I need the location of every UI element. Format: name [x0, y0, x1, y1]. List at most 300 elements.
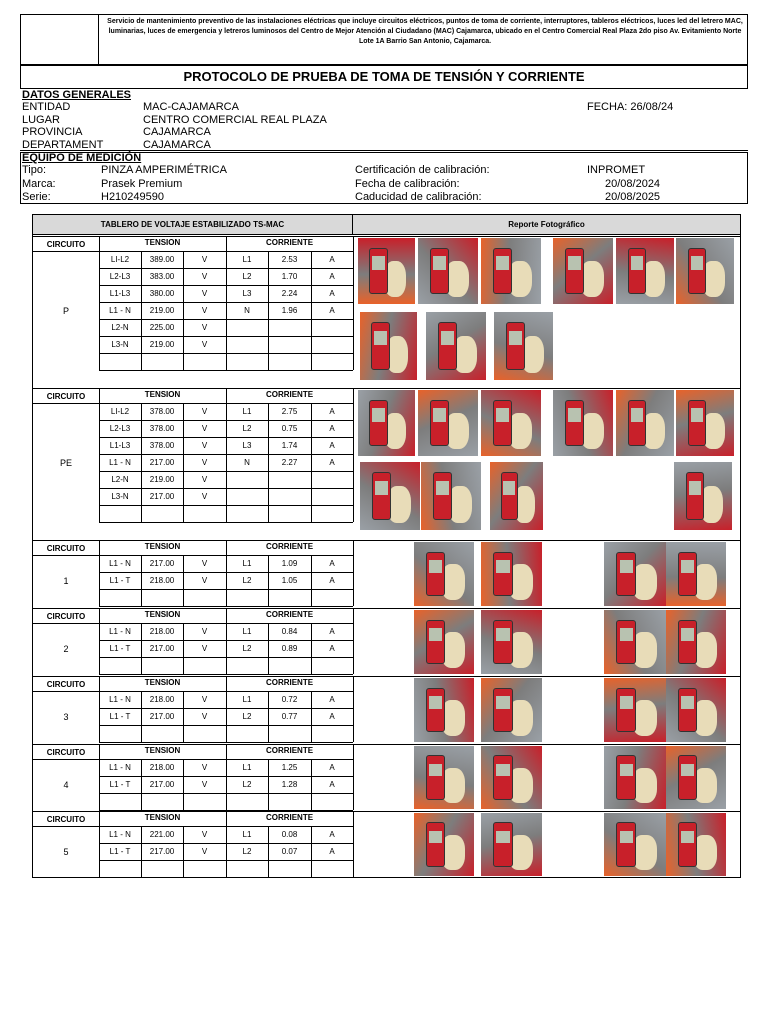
grid-line: [33, 759, 99, 760]
grid-line: [99, 606, 353, 607]
clamp-meter-icon: [493, 620, 513, 665]
grid-line: [33, 691, 99, 692]
tension-value: 217.00: [149, 780, 175, 789]
meter-display: [496, 628, 509, 641]
clamp-meter-icon: [438, 322, 457, 370]
document-header: [20, 14, 748, 65]
tension-phase: L1 - T: [109, 712, 131, 721]
grid-line: [99, 877, 353, 878]
meter-display: [374, 331, 387, 345]
tension-unit: V: [201, 306, 208, 315]
corriente-value: 1.05: [281, 576, 298, 585]
col-corriente-label: CORRIENTE: [265, 542, 314, 551]
meter-display: [620, 696, 634, 709]
corriente-value: 1.96: [281, 306, 298, 315]
circuit-name: 4: [63, 779, 69, 790]
report-photo: [616, 390, 674, 456]
meter-display: [689, 481, 702, 495]
corriente-unit: A: [329, 559, 335, 568]
clamp-meter-icon: [565, 400, 584, 446]
tension-value: 217.00: [149, 559, 175, 568]
clamp-meter-icon: [678, 552, 697, 597]
col-circuito-label: CIRCUITO: [46, 815, 86, 824]
corriente-unit: A: [329, 763, 335, 772]
grid-line: [99, 674, 353, 675]
meter-display: [681, 628, 694, 641]
grid-line: [353, 540, 354, 606]
corriente-phase: L2: [242, 576, 252, 585]
corriente-unit: A: [329, 306, 335, 315]
tension-value: 219.00: [149, 475, 175, 484]
lugar-value: CENTRO COMERCIAL REAL PLAZA: [143, 114, 327, 126]
grid-line: [99, 540, 100, 606]
tension-unit: V: [201, 830, 208, 839]
clamp-meter-icon: [686, 472, 705, 520]
meter-display: [433, 256, 446, 269]
cert-value: INPROMET: [587, 164, 646, 176]
corriente-unit: A: [329, 644, 335, 653]
meter-display: [509, 331, 522, 345]
meter-display: [681, 764, 694, 777]
tension-unit: V: [201, 323, 208, 332]
fecha-cal-label: Fecha de calibración:: [355, 178, 460, 190]
clamp-meter-icon: [493, 755, 513, 799]
tension-unit: V: [201, 695, 208, 704]
col-tension-label: TENSION: [144, 813, 181, 822]
serie-label: Serie:: [22, 191, 51, 203]
report-photo: [414, 610, 474, 674]
corriente-unit: A: [329, 458, 335, 467]
clamp-meter-icon: [493, 400, 512, 446]
corriente-phase: L1: [242, 763, 252, 772]
block-divider: [33, 744, 740, 745]
meter-display: [681, 560, 694, 573]
report-photo: [426, 312, 486, 380]
report-photo: [358, 390, 415, 456]
corriente-unit: A: [329, 441, 335, 450]
grid-line: [99, 742, 353, 743]
tension-value: 217.00: [149, 847, 175, 856]
tension-value: 380.00: [149, 289, 175, 298]
corriente-value: 1.28: [281, 780, 298, 789]
block-divider: [33, 811, 740, 812]
corriente-phase: N: [244, 306, 250, 315]
tension-unit: V: [201, 780, 208, 789]
grid-line: [353, 811, 354, 877]
report-photo: [616, 238, 674, 304]
report-photo: [481, 390, 541, 456]
entidad-value: MAC-CAJAMARCA: [143, 101, 239, 113]
report-photo: [481, 746, 542, 809]
meter-display: [691, 256, 704, 269]
departamento-label: DEPARTAMENT: [22, 139, 104, 151]
tension-phase: L2-L3: [109, 424, 131, 433]
corriente-unit: A: [329, 289, 335, 298]
datos-generales-box: [20, 89, 748, 151]
circuit-name: PE: [59, 457, 72, 468]
report-photo: [553, 390, 613, 456]
fecha-value: FECHA: 26/08/24: [587, 101, 674, 113]
corriente-value: 0.08: [281, 830, 298, 839]
col-corriente-label: CORRIENTE: [265, 238, 314, 247]
grid-line: [226, 608, 227, 674]
tension-phase: L1 - N: [109, 306, 131, 315]
clamp-meter-icon: [616, 620, 636, 665]
tension-unit: V: [201, 627, 208, 636]
tension-unit: V: [201, 475, 208, 484]
tension-unit: V: [201, 712, 208, 721]
report-photo: [360, 312, 417, 380]
meter-display: [631, 408, 644, 421]
tension-phase: L2-L3: [109, 272, 131, 281]
corriente-phase: L2: [242, 644, 252, 653]
document-title: PROTOCOLO DE PRUEBA DE TOMA DE TENSIÓN Y CORRIENTE: [20, 65, 748, 89]
tension-unit: V: [201, 407, 208, 416]
meter-display: [496, 560, 509, 573]
report-photo: [481, 678, 542, 742]
clamp-meter-icon: [565, 248, 584, 294]
meter-display: [429, 764, 442, 777]
corriente-phase: L1: [242, 627, 252, 636]
tension-phase: L1 - T: [109, 780, 131, 789]
clamp-meter-icon: [493, 822, 513, 866]
corriente-value: 0.77: [281, 712, 298, 721]
tension-phase: L3-N: [111, 340, 129, 349]
clamp-meter-icon: [628, 248, 647, 294]
block-divider: [33, 236, 740, 237]
corriente-phase: L1: [242, 695, 252, 704]
corriente-value: 0.89: [281, 644, 298, 653]
report-photo: [666, 813, 726, 876]
col-tension-label: TENSION: [144, 542, 181, 551]
tension-value: 218.00: [149, 627, 175, 636]
tension-unit: V: [201, 458, 208, 467]
clamp-meter-icon: [688, 400, 707, 446]
tension-unit: V: [201, 255, 208, 264]
circuit-name: 2: [63, 643, 69, 654]
grid-line: [33, 826, 99, 827]
grid-line: [33, 623, 99, 624]
corriente-value: 0.75: [281, 424, 298, 433]
clamp-meter-icon: [369, 400, 387, 446]
grid-line: [33, 251, 99, 252]
grid-line: [226, 811, 227, 877]
clamp-meter-icon: [493, 248, 512, 294]
report-photo: [414, 678, 474, 742]
corriente-value: 2.75: [281, 407, 298, 416]
report-photo: [481, 813, 542, 876]
tension-unit: V: [201, 272, 208, 281]
meter-display: [496, 764, 509, 777]
meter-display: [429, 831, 442, 844]
col-circuito-label: CIRCUITO: [46, 240, 86, 249]
meter-display: [496, 696, 509, 709]
report-photo: [666, 542, 726, 606]
equipo-label: EQUIPO DE MEDICIÓN: [22, 152, 142, 164]
circuit-name: 3: [63, 711, 69, 722]
clamp-meter-icon: [678, 822, 697, 866]
marca-value: Prasek Premium: [101, 178, 183, 190]
block-divider: [33, 388, 740, 389]
meter-display: [620, 628, 634, 641]
meter-display: [681, 696, 694, 709]
clamp-meter-icon: [501, 472, 518, 520]
logo-placeholder: [21, 15, 99, 64]
col-circuito-label: CIRCUITO: [46, 544, 86, 553]
report-photo: [494, 312, 553, 380]
meter-display: [568, 256, 581, 269]
tension-phase: L3-N: [111, 492, 129, 501]
block-divider: [33, 608, 740, 609]
report-photo: [666, 678, 726, 742]
clamp-meter-icon: [616, 822, 636, 866]
report-photo: [666, 610, 726, 674]
meter-display: [631, 256, 644, 269]
clamp-meter-icon: [678, 688, 697, 733]
meter-display: [429, 696, 442, 709]
report-photo: [481, 238, 541, 304]
col-circuito-label: CIRCUITO: [46, 612, 86, 621]
report-photo: [418, 390, 478, 456]
report-photo: [418, 238, 478, 304]
clamp-meter-icon: [678, 755, 697, 799]
grid-line: [353, 676, 354, 742]
clamp-meter-icon: [688, 248, 707, 294]
service-description: Servicio de mantenimiento preventivo de las instalaciones eléctricas que incluye circuitos eléctricos, puntos de toma de corriente, interruptores, tableros eléctricos, luces led del letrero MAC, luminarias, luces de emergencia y letreros luminosos del Centro de Mejor Atención al Ciudadano (MAC) Cajamarca, ubicado en el Centro Comercial Real Plaza 2do piso Av. Evitamiento Norte Lote 1A Barrio San Antonio, Cajamarca.: [107, 18, 743, 45]
col-circuito-label: CIRCUITO: [46, 392, 86, 401]
corriente-phase: N: [244, 458, 250, 467]
clamp-meter-icon: [616, 552, 636, 597]
corriente-unit: A: [329, 576, 335, 585]
tension-phase: L1-L3: [109, 289, 131, 298]
clamp-meter-icon: [426, 822, 445, 866]
col-corriente-label: CORRIENTE: [265, 813, 314, 822]
meter-display: [375, 481, 388, 495]
meter-display: [372, 256, 385, 269]
corriente-unit: A: [329, 830, 335, 839]
report-photo: [414, 746, 474, 809]
tension-unit: V: [201, 576, 208, 585]
col-tension-label: TENSION: [144, 678, 181, 687]
tension-value: 217.00: [149, 458, 175, 467]
provincia-label: PROVINCIA: [22, 126, 83, 138]
clamp-meter-icon: [493, 688, 513, 733]
circuit-name: P: [62, 305, 69, 316]
corriente-value: 0.84: [281, 627, 298, 636]
report-photo: [414, 813, 474, 876]
tension-phase: L1 - T: [109, 576, 131, 585]
grid-line: [99, 370, 353, 371]
departamento-value: CAJAMARCA: [143, 139, 211, 151]
grid-line: [353, 608, 354, 674]
tension-phase: L1 - T: [109, 847, 131, 856]
tension-value: 378.00: [149, 441, 175, 450]
grid-line: [353, 236, 354, 370]
corriente-phase: L3: [242, 289, 252, 298]
grid-line: [99, 676, 100, 742]
provincia-value: CAJAMARCA: [143, 126, 211, 138]
tension-phase: L1 - N: [109, 763, 131, 772]
col-circuito-label: CIRCUITO: [46, 748, 86, 757]
tension-unit: V: [201, 340, 208, 349]
tension-phase: L1 - N: [109, 830, 131, 839]
corriente-value: 2.53: [281, 255, 298, 264]
report-photo: [358, 238, 415, 304]
report-photo: [490, 462, 543, 530]
meter-display: [691, 408, 704, 421]
meter-display: [429, 560, 442, 573]
corriente-phase: L2: [242, 712, 252, 721]
table-header-reporte: Reporte Fotográfico: [353, 215, 740, 235]
circuit-name: 5: [63, 846, 69, 857]
tension-phase: LI-L2: [110, 407, 130, 416]
grid-line: [353, 388, 354, 522]
tension-unit: V: [201, 644, 208, 653]
report-photo: [604, 542, 666, 606]
grid-line: [226, 540, 227, 606]
tension-phase: L1 - N: [109, 559, 131, 568]
corriente-phase: L1: [242, 830, 252, 839]
tension-unit: V: [201, 441, 208, 450]
corriente-value: 1.74: [281, 441, 298, 450]
grid-line: [99, 522, 353, 523]
meter-display: [568, 408, 581, 421]
grid-line: [353, 744, 354, 810]
clamp-meter-icon: [426, 688, 445, 733]
clamp-meter-icon: [369, 248, 387, 294]
corriente-value: 0.07: [281, 847, 298, 856]
report-photo: [674, 462, 732, 530]
tension-value: 225.00: [149, 323, 175, 332]
meter-display: [620, 560, 634, 573]
corriente-value: 0.72: [281, 695, 298, 704]
tension-phase: L2-N: [111, 475, 129, 484]
entidad-label: ENTIDAD: [22, 101, 71, 113]
report-photo: [421, 462, 481, 530]
report-photo: [360, 462, 420, 530]
col-corriente-label: CORRIENTE: [265, 390, 314, 399]
tension-value: 389.00: [149, 255, 175, 264]
corriente-phase: L1: [242, 407, 252, 416]
datos-generales-label: DATOS GENERALES: [22, 89, 131, 101]
grid-line: [226, 744, 227, 810]
corriente-unit: A: [329, 424, 335, 433]
corriente-value: 1.25: [281, 763, 298, 772]
caducidad-value: 20/08/2025: [605, 191, 661, 203]
tension-unit: V: [201, 289, 208, 298]
table-header-tablero: TABLERO DE VOLTAJE ESTABILIZADO TS-MAC: [33, 215, 353, 235]
grid-line: [226, 676, 227, 742]
tension-value: 218.00: [149, 576, 175, 585]
clamp-meter-icon: [493, 552, 513, 597]
clamp-meter-icon: [678, 620, 697, 665]
report-photo: [604, 610, 666, 674]
report-photo: [604, 813, 666, 876]
meter-display: [620, 831, 634, 844]
tension-value: 221.00: [149, 830, 175, 839]
meter-display: [496, 408, 509, 421]
col-corriente-label: CORRIENTE: [265, 610, 314, 619]
tension-phase: L1 - N: [109, 627, 131, 636]
col-tension-label: TENSION: [144, 390, 181, 399]
corriente-phase: L1: [242, 255, 252, 264]
tension-phase: L2-N: [111, 323, 129, 332]
tension-value: 217.00: [149, 492, 175, 501]
meter-display: [496, 256, 509, 269]
corriente-unit: A: [329, 272, 335, 281]
meter-display: [433, 408, 446, 421]
tension-value: 217.00: [149, 644, 175, 653]
serie-value: H210249590: [101, 191, 165, 203]
tension-phase: LI-L2: [110, 255, 130, 264]
block-divider: [33, 540, 740, 541]
grid-line: [33, 403, 99, 404]
report-photo: [666, 746, 726, 809]
grid-line: [99, 744, 100, 810]
corriente-value: 1.70: [281, 272, 298, 281]
tension-value: 378.00: [149, 407, 175, 416]
tipo-label: Tipo:: [22, 164, 47, 176]
report-photo: [676, 238, 734, 304]
clamp-meter-icon: [426, 755, 445, 799]
corriente-unit: A: [329, 780, 335, 789]
corriente-phase: L2: [242, 780, 252, 789]
corriente-value: 2.24: [281, 289, 298, 298]
cert-label: Certificación de calibración:: [355, 164, 490, 176]
corriente-unit: A: [329, 255, 335, 264]
tension-value: 218.00: [149, 763, 175, 772]
tension-unit: V: [201, 763, 208, 772]
grid-line: [33, 555, 99, 556]
clamp-meter-icon: [616, 688, 636, 733]
corriente-phase: L2: [242, 424, 252, 433]
grid-line: [99, 811, 100, 877]
corriente-value: 1.09: [281, 559, 298, 568]
col-corriente-label: CORRIENTE: [265, 678, 314, 687]
report-photo: [604, 746, 666, 809]
clamp-meter-icon: [506, 322, 525, 370]
clamp-meter-icon: [426, 620, 445, 665]
clamp-meter-icon: [616, 755, 636, 799]
tension-unit: V: [201, 559, 208, 568]
lugar-label: LUGAR: [22, 114, 60, 126]
corriente-unit: A: [329, 627, 335, 636]
tension-value: 218.00: [149, 695, 175, 704]
report-photo: [604, 678, 666, 742]
clamp-meter-icon: [430, 400, 449, 446]
tension-unit: V: [201, 492, 208, 501]
clamp-meter-icon: [426, 552, 445, 597]
tension-value: 219.00: [149, 340, 175, 349]
corriente-phase: L2: [242, 847, 252, 856]
grid-line: [99, 608, 100, 674]
tension-value: 378.00: [149, 424, 175, 433]
tension-phase: L1 - N: [109, 695, 131, 704]
meter-display: [503, 481, 515, 495]
tension-phase: L1 - T: [109, 644, 131, 653]
marca-label: Marca:: [22, 178, 56, 190]
corriente-unit: A: [329, 695, 335, 704]
tension-phase: L1-L3: [109, 441, 131, 450]
meter-display: [372, 408, 385, 421]
block-divider: [33, 676, 740, 677]
tension-value: 217.00: [149, 712, 175, 721]
meter-display: [620, 764, 634, 777]
tension-value: 219.00: [149, 306, 175, 315]
report-photo: [414, 542, 474, 606]
corriente-phase: L3: [242, 441, 252, 450]
tension-value: 383.00: [149, 272, 175, 281]
